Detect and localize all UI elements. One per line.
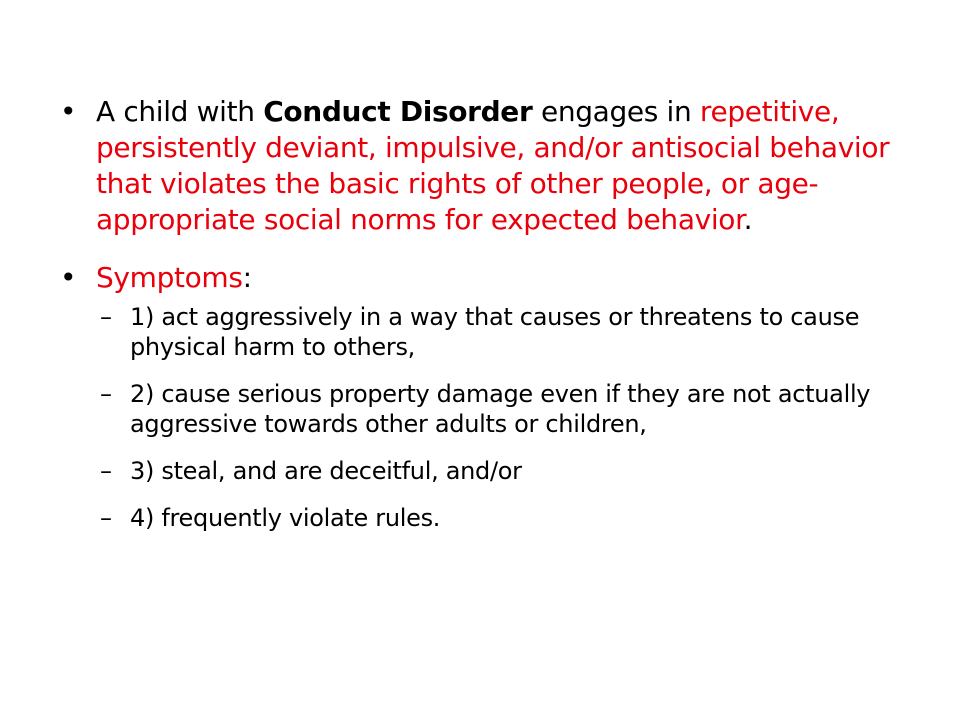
dash-marker: – bbox=[100, 457, 112, 485]
bullet-marker: • bbox=[60, 95, 77, 128]
bullet-marker: • bbox=[60, 261, 77, 294]
symptom-text: 2) cause serious property damage even if they are not actually aggressive towards other adults or children, bbox=[130, 380, 871, 438]
definition-intro: A child with bbox=[96, 95, 264, 128]
definition-bullet bbox=[60, 94, 910, 238]
definition-verb: engages in bbox=[532, 95, 692, 128]
symptoms-colon: : bbox=[242, 261, 252, 294]
symptom-text: 3) steal, and are deceitful, and/or bbox=[130, 457, 522, 485]
symptoms-bullet bbox=[60, 260, 910, 296]
symptoms-items bbox=[60, 302, 910, 533]
symptom-item bbox=[60, 302, 910, 362]
symptom-item bbox=[60, 503, 910, 533]
dash-marker: – bbox=[100, 303, 112, 331]
symptoms-heading: Symptoms bbox=[96, 261, 243, 294]
slide-content bbox=[60, 94, 910, 550]
symptom-item bbox=[60, 379, 910, 439]
dash-marker: – bbox=[100, 504, 112, 532]
dash-marker: – bbox=[100, 380, 112, 408]
symptom-item bbox=[60, 456, 910, 486]
symptom-text: 1) act aggressively in a way that causes or threatens to cause physical harm to others, bbox=[130, 303, 860, 361]
conduct-disorder-term: Conduct Disorder bbox=[263, 95, 533, 128]
definition-text: repetitive, persistently deviant, impulsive, and/or antisocial behavior that violates the basic rights of other people, or age-appropriate social norms for expected behavior bbox=[96, 95, 890, 236]
definition-end: . bbox=[743, 203, 753, 236]
symptom-text: 4) frequently violate rules. bbox=[130, 504, 441, 532]
